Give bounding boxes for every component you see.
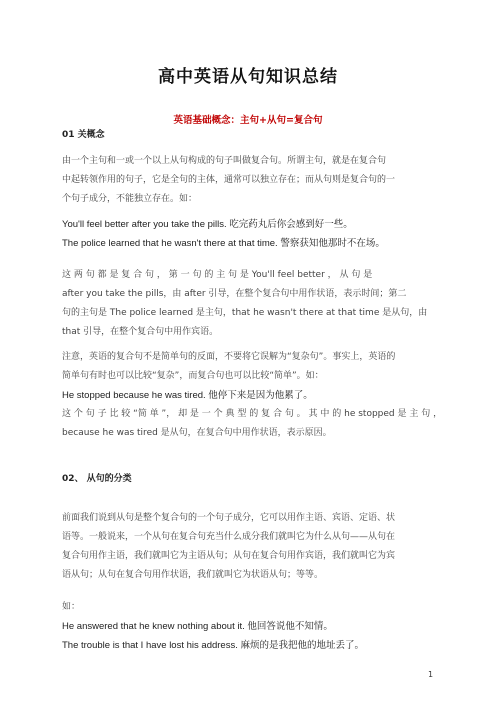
- paragraph-line: because he was tired 是从句，在复合句中用作状语，表示原因。: [62, 428, 332, 438]
- paragraph-line: 语从句；从句在复合句用作状语，我们就叫它为状语从句；等等。: [62, 570, 324, 580]
- paragraph-line: 注意，英语的复合句不是简单句的反面，不要将它误解为“复杂句”。事实上，英语的: [62, 352, 396, 362]
- paragraph-line: 这 两 句 都 是 复 合 句 ， 第 一 句 的 主 句 是 You'll feel better ， 从 句 是: [62, 270, 373, 280]
- paragraph-1: [62, 152, 434, 209]
- paragraph-line: 句的主句是 The police learned 是主句，that he wasn't there at that time 是从句，由: [62, 308, 428, 318]
- example-block-1: [62, 215, 434, 253]
- paragraph-line: 简单句有时也可以比较“复杂”，而复合句也可以比较“简单”。如：: [62, 371, 324, 381]
- example-sentence: He stopped because he was tired. 他停下来是因为他累了。: [62, 390, 313, 401]
- paragraph-line: 语等。一般说来，一个从句在复合句充当什么成分我们就叫它为什么从句——从句在: [62, 532, 396, 542]
- section-heading-2: 02、 从句的分类: [62, 474, 132, 484]
- paragraph-line: 个句子成分，不能独立存在。如：: [62, 194, 198, 204]
- example-sentence: You'll feel better after you take the pills. 吃完药丸后你会感到好一些。: [62, 219, 353, 230]
- paragraph-line: 由一个主句和一或一个以上从句构成的句子叫做复合句。所谓主句，就是在复合句: [62, 156, 387, 166]
- paragraph-line: after you take the pills，由 after 引导，在整个复合句中用作状语，表示时间；第二: [62, 289, 407, 299]
- paragraph-line: 前面我们说到从句是整个复合句的一个句子成分，它可以用作主语、宾语、定语、状: [62, 513, 396, 523]
- section-heading-1: 01 关概念: [62, 130, 105, 140]
- paragraph-line: 复合句用作主语，我们就叫它为主语从句；从句在复合句用作宾语，我们就叫它为宾: [62, 551, 396, 561]
- example-sentence: The police learned that he wasn't there at that time. 警察获知他那时不在场。: [62, 238, 385, 249]
- paragraph-2: [62, 266, 434, 342]
- paragraph-3: [62, 348, 434, 405]
- page-subtitle: 英语基础概念：主句+从句=复合句: [173, 115, 323, 126]
- paragraph-4: [62, 405, 443, 443]
- page-number: 1: [428, 670, 434, 679]
- page-title: 高中英语从句知识总结: [158, 67, 338, 87]
- paragraph-line: 这 个 句 子 比 较 “简 单 ”， 却 是 一 个 典 型 的 复 合 句 。 其 中 的 he stopped 是 主 句 ，: [62, 409, 443, 419]
- example-sentence: He answered that he knew nothing about it. 他回答说他不知情。: [62, 621, 333, 632]
- paragraph-5: [62, 509, 434, 585]
- example-sentence: The trouble is that I have lost his address. 麻烦的是我把他的地址丢了。: [62, 640, 364, 651]
- paragraph-6: [62, 598, 434, 655]
- paragraph-line: 如：: [62, 602, 81, 612]
- paragraph-line: 中起转领作用的句子，它是全句的主体，通常可以独立存在；而从句则是复合句的一: [62, 175, 396, 185]
- paragraph-line: that 引导，在整个复合句中用作宾语。: [62, 327, 219, 337]
